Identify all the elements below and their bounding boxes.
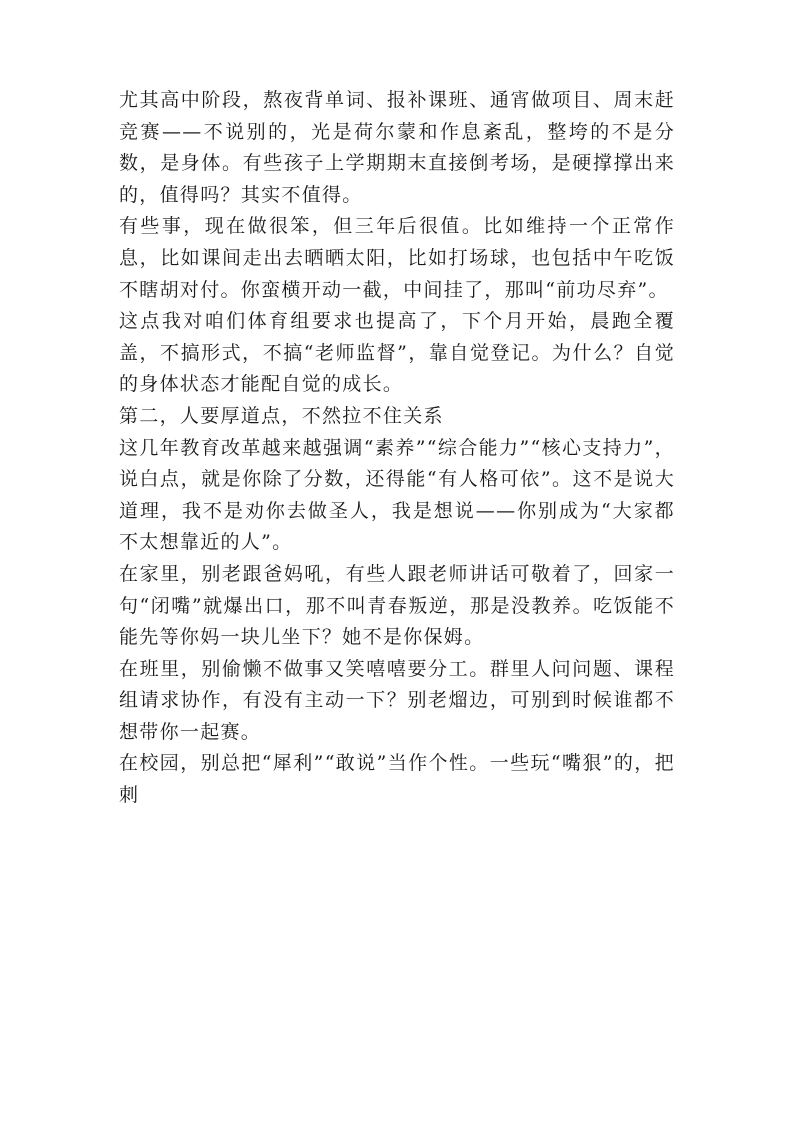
paragraph-1: 尤其高中阶段，熬夜背单词、报补课班、通宵做项目、周末赶竞赛——不说别的，光是荷尔蒙和作息紊乱，整垮的不是分数，是身体。有些孩子上学期期末直接倒考场，是硬撑撑出来的，值得吗？其实不值得。	[119, 89, 675, 206]
paragraph-6: 在班里，别偷懒不做事又笑嘻嘻要分工。群里人问问题、课程组请求协作，有没有主动一下？别老熘边，可别到时候谁都不想带你一起赛。	[119, 657, 675, 743]
paragraph-7: 在校园，别总把“犀利”“敢说”当作个性。一些玩“嘴狠”的，把刺	[119, 752, 675, 807]
section-heading: 第二，人要厚道点，不然拉不住关系	[119, 404, 444, 427]
document-body	[119, 85, 675, 812]
paragraph-5: 在家里，别老跟爸妈吼，有些人跟老师讲话可敬着了，回家一句“闭嘴”就爆出口，那不叫青春叛逆，那是没教养。吃饭能不能先等你妈一块儿坐下？她不是你保姆。	[119, 562, 675, 649]
paragraph-3: 这点我对咱们体育组要求也提高了，下个月开始，晨跑全覆盖，不搞形式，不搞“老师监督”，靠自觉登记。为什么？自觉的身体状态才能配自觉的成长。	[119, 310, 675, 396]
paragraph-2: 有些事，现在做很笨，但三年后很值。比如维持一个正常作息，比如课间走出去晒晒太阳，比如打场球，也包括中午吃饭不瞎胡对付。你蛮横开动一截，中间挂了，那叫“前功尽弃”。	[119, 215, 675, 301]
paragraph-4: 这几年教育改革越来越强调“素养”“综合能力”“核心支持力”，说白点，就是你除了分数，还得能“有人格可依”。这不是说大道理，我不是劝你去做圣人，我是想说——你别成为“大家都不太想靠近的人”。	[119, 436, 675, 554]
